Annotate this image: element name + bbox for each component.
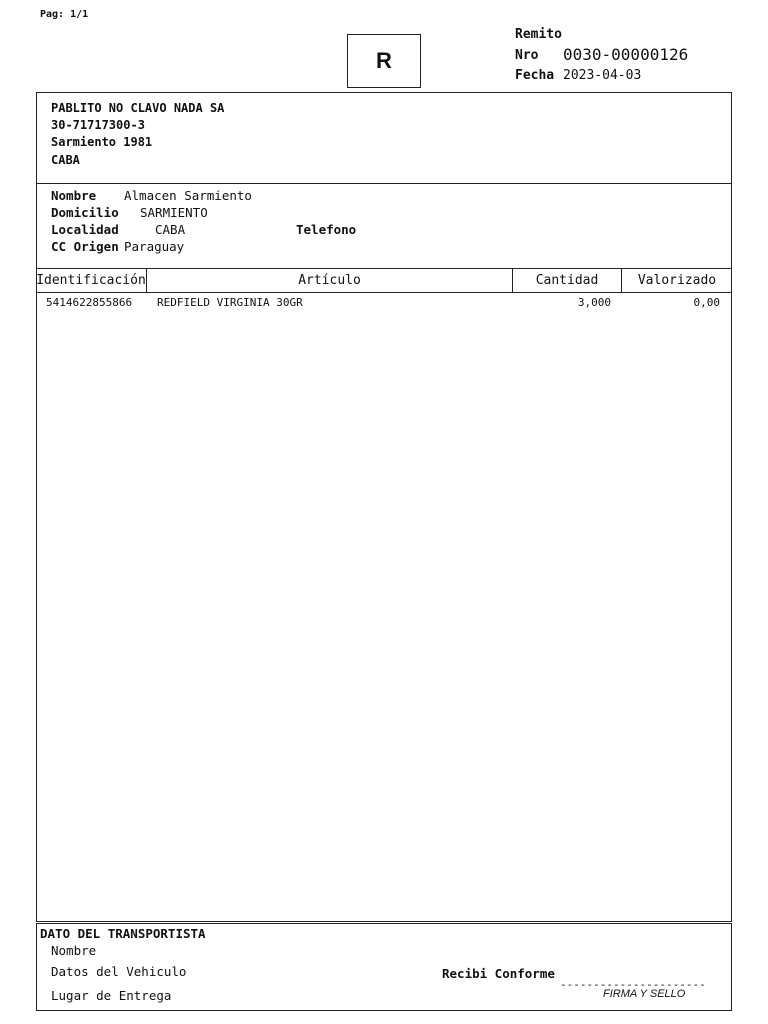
page-number: Pag: 1/1 bbox=[40, 9, 89, 20]
issuer-address: Sarmiento 1981 bbox=[51, 135, 153, 149]
cell-identificacion: 5414622855866 bbox=[46, 296, 133, 309]
cell-articulo: REDFIELD VIRGINIA 30GR bbox=[157, 296, 303, 309]
column-header-identificacion: Identificación bbox=[36, 269, 147, 292]
issuer-divider bbox=[36, 183, 732, 184]
document-date-value: 2023-04-03 bbox=[563, 68, 642, 83]
transport-lugar-label: Lugar de Entrega bbox=[51, 988, 172, 1003]
client-nombre-value: Almacen Sarmiento bbox=[124, 188, 252, 203]
transport-nombre-label: Nombre bbox=[51, 943, 97, 958]
items-table-header bbox=[36, 268, 732, 293]
client-cc-origen-label: CC Origen bbox=[51, 239, 119, 254]
client-domicilio-label: Domicilio bbox=[51, 205, 119, 220]
firma-y-sello-label: FIRMA Y SELLO bbox=[603, 988, 686, 1000]
client-localidad-value: CABA bbox=[155, 222, 186, 237]
issuer-cuit: 30-71717300-3 bbox=[51, 118, 145, 132]
recibi-conforme-label: Recibi Conforme bbox=[442, 966, 555, 981]
client-domicilio-value: SARMIENTO bbox=[140, 205, 208, 220]
client-nombre-label: Nombre bbox=[51, 188, 97, 203]
document-title: Remito bbox=[515, 27, 562, 42]
table-row bbox=[36, 296, 732, 311]
column-header-articulo: Artículo bbox=[147, 269, 513, 292]
document-number-value: 0030-00000126 bbox=[563, 45, 689, 64]
signature-line: ---------------------- bbox=[560, 978, 706, 991]
column-header-valorizado: Valorizado bbox=[637, 273, 717, 288]
transport-vehiculo-label: Datos del Vehiculo bbox=[51, 964, 187, 979]
issuer-city: CABA bbox=[51, 153, 80, 167]
document-number-label: Nro bbox=[515, 48, 539, 63]
client-localidad-label: Localidad bbox=[51, 222, 119, 237]
cell-valorizado: 0,00 bbox=[693, 296, 720, 309]
document-type-box: R bbox=[347, 34, 421, 88]
client-telefono-label: Telefono bbox=[296, 222, 357, 237]
column-header-cantidad: Cantidad bbox=[513, 269, 622, 292]
issuer-name: PABLITO NO CLAVO NADA SA bbox=[51, 101, 225, 115]
cell-cantidad: 3,000 bbox=[577, 296, 611, 309]
transport-title: DATO DEL TRANSPORTISTA bbox=[40, 926, 206, 941]
client-cc-origen-value: Paraguay bbox=[124, 239, 185, 254]
document-date-label: Fecha bbox=[515, 68, 555, 83]
